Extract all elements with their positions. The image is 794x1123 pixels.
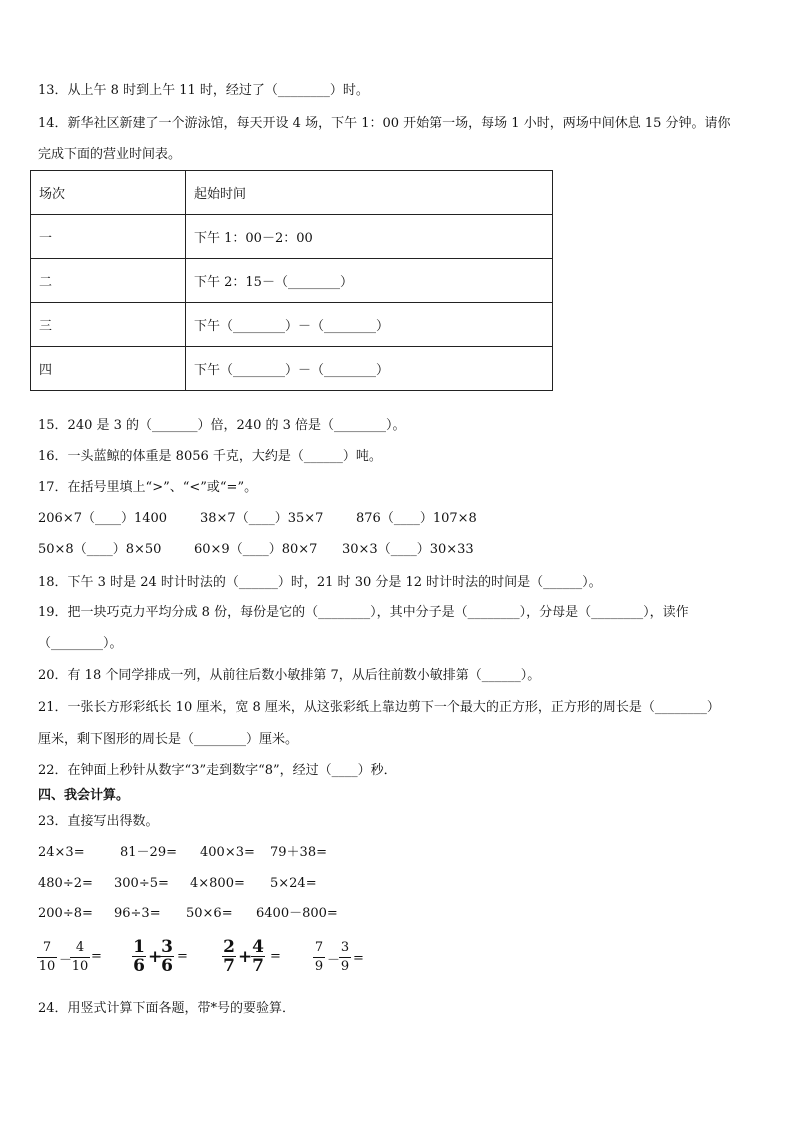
fraction: 7 10 [38, 940, 56, 974]
calc-item: 5×24= [270, 876, 317, 891]
table-row [31, 171, 553, 215]
schedule-table [30, 170, 553, 391]
question-21-line2: 厘米，剩下图形的周长是（________）厘米。 [38, 732, 299, 747]
equals-sign: = [353, 951, 364, 966]
compare-item: 50×8（____）8×50 [38, 542, 162, 557]
question-20: 20．有 18 个同学排成一列，从前往后数小敏排第 7，从后往前数小敏排第（______）。 [38, 668, 541, 683]
compare-item: 206×7（____）1400 [38, 511, 168, 526]
question-18: 18．下午 3 时是 24 时计时法的（______）时，21 时 30 分是 12 时计时法的时间是（______）。 [38, 575, 602, 590]
table-cell: 三 [31, 303, 186, 347]
fraction: 3 6 [161, 937, 173, 976]
question-17: 17．在括号里填上“>”、“<”或“=”。 [38, 480, 258, 495]
operator: － [59, 953, 73, 968]
section-heading: 四、我会计算。 [38, 788, 130, 803]
operator: + [238, 947, 253, 967]
table-row [31, 215, 553, 259]
operator: + [148, 947, 163, 967]
operator: － [327, 953, 341, 968]
question-19-line1: 19．把一块巧克力平均分成 8 份，每份是它的（________），其中分子是（________），分母是（________），读作 [38, 605, 689, 620]
table-cell: 四 [31, 347, 186, 391]
fraction: 2 7 [223, 937, 235, 976]
table-cell: 二 [31, 259, 186, 303]
calc-item: 300÷5= [114, 876, 169, 891]
calc-item: 24×3= [38, 845, 85, 860]
question-13: 13．从上午 8 时到上午 11 时，经过了（________）时。 [38, 83, 369, 98]
equals-sign: = [177, 949, 188, 964]
calc-item: 400×3= [200, 845, 255, 860]
table-row [31, 303, 553, 347]
calc-item: 4×800= [190, 876, 245, 891]
question-23: 23．直接写出得数。 [38, 814, 159, 829]
calc-item: 480÷2= [38, 876, 93, 891]
question-22: 22．在钟面上秒针从数字“3”走到数字“8”，经过（____）秒． [38, 763, 397, 778]
table-row [31, 259, 553, 303]
fraction: 3 9 [340, 940, 350, 974]
fraction: 4 7 [252, 937, 264, 976]
compare-item: 30×3（____）30×33 [342, 542, 474, 557]
question-24: 24．用竖式计算下面各题，带*号的要验算． [38, 1001, 296, 1016]
fraction: 7 9 [314, 940, 324, 974]
table-cell: 下午（________）－（________） [186, 347, 553, 391]
table-cell: 一 [31, 215, 186, 259]
calc-item: 50×6= [186, 906, 233, 921]
calc-item: 79＋38= [270, 845, 327, 860]
calc-item: 200÷8= [38, 906, 93, 921]
question-19-line2: （________）。 [38, 636, 123, 651]
question-14-line2: 完成下面的营业时间表。 [38, 147, 182, 162]
table-row [31, 347, 553, 391]
table-cell: 下午 1：00－2：00 [186, 215, 553, 259]
calc-item: 6400－800= [256, 906, 338, 921]
table-cell: 下午（________）－（________） [186, 303, 553, 347]
compare-item: 876（____）107×8 [356, 511, 477, 526]
equals-sign: = [270, 949, 281, 964]
equals-sign: = [91, 949, 102, 964]
question-14-line1: 14．新华社区新建了一个游泳馆，每天开设 4 场，下午 1：00 开始第一场，每场 1 小时，两场中间休息 15 分钟。请你 [38, 116, 731, 131]
table-header-time: 起始时间 [186, 171, 553, 215]
question-16: 16．一头蓝鲸的体重是 8056 千克，大约是（______）吨。 [38, 449, 382, 464]
compare-item: 38×7（____）35×7 [200, 511, 324, 526]
question-21-line1: 21．一张长方形彩纸长 10 厘米，宽 8 厘米，从这张彩纸上靠边剪下一个最大的正方形，正方形的周长是（________） [38, 700, 720, 715]
table-header-session: 场次 [31, 171, 186, 215]
compare-item: 60×9（____）80×7 [194, 542, 318, 557]
fraction: 1 6 [133, 937, 145, 976]
calc-item: 81－29= [120, 845, 177, 860]
question-15: 15．240 是 3 的（_______）倍，240 的 3 倍是（________）。 [38, 418, 406, 433]
table-cell: 下午 2：15－（________） [186, 259, 553, 303]
fraction: 4 10 [71, 940, 89, 974]
calc-item: 96÷3= [114, 906, 161, 921]
